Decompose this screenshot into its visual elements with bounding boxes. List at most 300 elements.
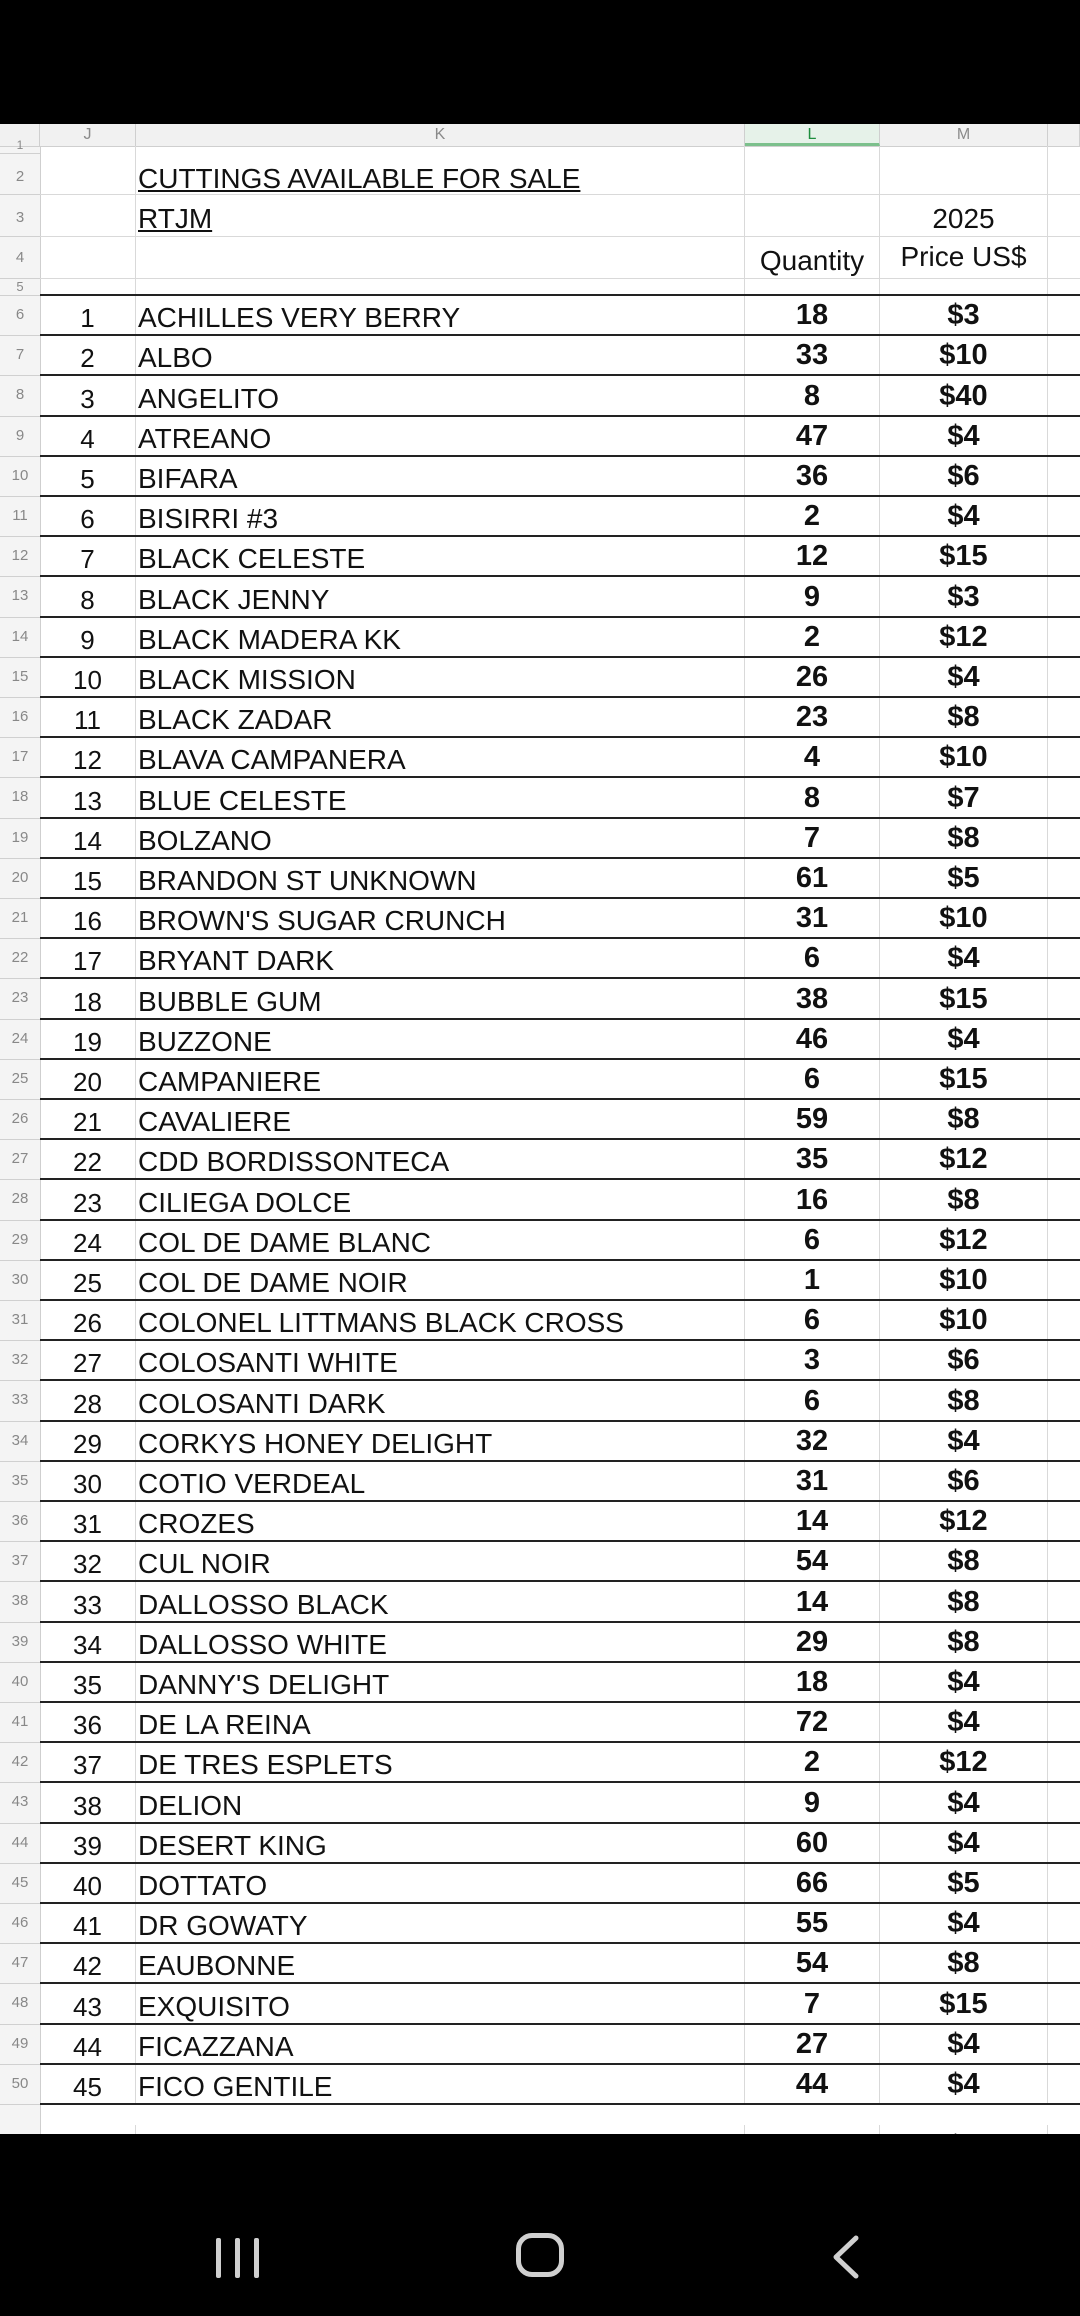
row-number[interactable]: 7 [15, 346, 25, 364]
cell-name[interactable] [136, 1020, 745, 1060]
cell-quantity[interactable] [745, 1020, 880, 1060]
table-row[interactable] [0, 1462, 1080, 1502]
cell-index[interactable] [40, 658, 136, 698]
cell-quantity[interactable] [745, 1502, 880, 1542]
cell-price[interactable] [880, 457, 1048, 497]
cell-index[interactable] [40, 1904, 136, 1944]
cell-name[interactable] [136, 577, 745, 617]
cell-name[interactable] [136, 819, 745, 859]
cell-quantity[interactable] [745, 417, 880, 457]
cell-name[interactable] [136, 618, 745, 658]
row-number[interactable]: 20 [11, 868, 29, 886]
row-number[interactable]: 36 [11, 1512, 29, 1529]
column-header-k[interactable]: K [136, 124, 745, 146]
title-row[interactable] [0, 154, 1080, 195]
cell-price[interactable] [880, 296, 1048, 336]
cell-name[interactable] [136, 1824, 745, 1864]
cell-price[interactable] [880, 1864, 1048, 1904]
cell-index[interactable] [40, 738, 136, 778]
cell-index[interactable] [40, 1341, 136, 1381]
table-row[interactable] [0, 658, 1080, 698]
row-number[interactable]: 42 [11, 1753, 29, 1771]
cell-quantity[interactable] [745, 738, 880, 778]
table-row[interactable] [0, 1904, 1080, 1944]
cell-name[interactable] [136, 537, 745, 577]
cell-name[interactable] [136, 376, 745, 416]
cell-name[interactable] [136, 1904, 745, 1944]
cell-name[interactable] [136, 1984, 745, 2024]
cell-index[interactable] [40, 1623, 136, 1663]
row-number[interactable]: 40 [11, 1672, 29, 1690]
cell-index[interactable] [40, 2065, 136, 2105]
cell-name[interactable] [136, 658, 745, 698]
cell-price[interactable] [880, 1462, 1048, 1502]
table-row[interactable] [0, 2065, 1080, 2105]
row-number[interactable]: 46 [11, 1914, 29, 1931]
row-number[interactable]: 30 [11, 1270, 29, 1288]
cell-price[interactable] [880, 1060, 1048, 1100]
cell-price[interactable] [880, 417, 1048, 457]
row-number[interactable]: 43 [11, 1793, 29, 1811]
table-row[interactable] [0, 698, 1080, 738]
cell-index[interactable] [40, 1542, 136, 1582]
cell-name[interactable] [136, 1542, 745, 1582]
row-number[interactable]: 1 [16, 138, 24, 152]
cell-quantity[interactable] [745, 979, 880, 1019]
cell-quantity[interactable] [745, 296, 880, 336]
row-number[interactable]: 27 [11, 1150, 29, 1168]
table-row[interactable] [0, 1221, 1080, 1261]
table-row[interactable] [0, 577, 1080, 617]
cell-index[interactable] [40, 1944, 136, 1984]
header-row[interactable] [0, 237, 1080, 279]
cell-quantity[interactable] [745, 1221, 880, 1261]
table-row[interactable] [0, 336, 1080, 376]
cell-name[interactable] [136, 1944, 745, 1984]
table-row[interactable] [0, 1060, 1080, 1100]
quantity-header[interactable]: Quantity [759, 245, 865, 276]
cell-price[interactable] [880, 1824, 1048, 1864]
cell-price[interactable] [880, 939, 1048, 979]
cell-index[interactable] [40, 1864, 136, 1904]
table-row[interactable] [0, 778, 1080, 818]
cell-name[interactable] [136, 336, 745, 376]
cell-price[interactable] [880, 1984, 1048, 2024]
cell-name[interactable] [136, 2065, 745, 2105]
cell-index[interactable] [40, 1381, 136, 1421]
cell-name[interactable] [136, 1623, 745, 1663]
cell-name[interactable] [136, 1703, 745, 1743]
table-row[interactable] [0, 1623, 1080, 1663]
cell-quantity[interactable] [745, 939, 880, 979]
subtitle-row[interactable] [0, 195, 1080, 237]
cell-index[interactable] [40, 1984, 136, 2024]
cell-price[interactable] [880, 1020, 1048, 1060]
cell-price[interactable] [880, 2065, 1048, 2105]
cell-price[interactable] [880, 1743, 1048, 1783]
cell-name[interactable] [136, 1180, 745, 1220]
cell-quantity[interactable] [745, 899, 880, 939]
cell-price[interactable] [880, 1944, 1048, 1984]
row-number[interactable]: 2 [15, 168, 25, 185]
row-number[interactable]: 41 [11, 1713, 29, 1730]
cell-name[interactable] [136, 1502, 745, 1542]
table-row[interactable] [0, 1944, 1080, 1984]
cell-price[interactable] [880, 1301, 1048, 1341]
cell-name[interactable] [136, 1864, 745, 1904]
cell-name[interactable] [136, 1100, 745, 1140]
price-header[interactable]: Price US$ [900, 241, 1027, 272]
row-number[interactable]: 8 [15, 386, 25, 404]
row-number[interactable]: 37 [11, 1552, 29, 1570]
table-row[interactable] [0, 819, 1080, 859]
table-row[interactable] [0, 1020, 1080, 1060]
cell-index[interactable] [40, 1422, 136, 1462]
row-number[interactable]: 10 [11, 466, 29, 484]
cell-name[interactable] [136, 778, 745, 818]
row-number[interactable]: 26 [11, 1110, 29, 1127]
cell-index[interactable] [40, 778, 136, 818]
table-row[interactable] [0, 1783, 1080, 1823]
cell-name[interactable] [136, 1301, 745, 1341]
cell-price[interactable] [880, 1180, 1048, 1220]
table-row[interactable] [0, 979, 1080, 1019]
row-number[interactable]: 35 [11, 1471, 29, 1489]
cell-index[interactable] [40, 698, 136, 738]
cell-name[interactable] [136, 698, 745, 738]
row-number[interactable]: 38 [11, 1592, 29, 1610]
table-row[interactable] [0, 457, 1080, 497]
cell-quantity[interactable] [745, 1984, 880, 2024]
cell-index[interactable] [40, 376, 136, 416]
cell-index[interactable] [40, 1502, 136, 1542]
row-number[interactable]: 48 [11, 1994, 29, 2012]
cell-name[interactable] [136, 296, 745, 336]
cell-price[interactable] [880, 1663, 1048, 1703]
cell-index[interactable] [40, 1462, 136, 1502]
cell-price[interactable] [880, 1582, 1048, 1622]
cell-index[interactable] [40, 899, 136, 939]
cell-name[interactable] [136, 899, 745, 939]
cell-price[interactable] [880, 1341, 1048, 1381]
cell-name[interactable] [136, 1140, 745, 1180]
cell-quantity[interactable] [745, 1180, 880, 1220]
table-row[interactable] [0, 738, 1080, 778]
row-number[interactable]: 33 [11, 1391, 29, 1409]
cell-index[interactable] [40, 457, 136, 497]
table-row[interactable] [0, 1422, 1080, 1462]
cell-quantity[interactable] [745, 457, 880, 497]
cell-quantity[interactable] [745, 1100, 880, 1140]
cell-name[interactable] [136, 1462, 745, 1502]
cell-name[interactable] [136, 939, 745, 979]
row-number[interactable]: 16 [11, 708, 29, 725]
table-row[interactable] [0, 1984, 1080, 2024]
cell-quantity[interactable] [745, 1824, 880, 1864]
item-price: $5 [947, 1866, 980, 1899]
cell-name[interactable] [136, 1060, 745, 1100]
cell-index[interactable] [40, 336, 136, 376]
row-number[interactable]: 28 [11, 1190, 29, 1208]
cell-price[interactable] [880, 336, 1048, 376]
cell-quantity[interactable] [745, 1864, 880, 1904]
item-quantity: 14 [795, 1505, 829, 1538]
row-number[interactable]: 15 [11, 667, 29, 685]
table-row[interactable] [0, 1180, 1080, 1220]
cell-index[interactable] [40, 1140, 136, 1180]
row-number[interactable]: 22 [11, 949, 29, 967]
cell-price[interactable] [880, 1381, 1048, 1421]
cell-index[interactable] [40, 417, 136, 457]
cell-index[interactable] [40, 859, 136, 899]
spacer-row[interactable] [0, 279, 1080, 296]
table-row[interactable] [0, 2025, 1080, 2065]
cell-index[interactable] [40, 1663, 136, 1703]
cell-price[interactable] [880, 1623, 1048, 1663]
column-header-l[interactable]: L [745, 124, 880, 146]
item-price: $8 [947, 1384, 980, 1417]
row-number[interactable]: 12 [11, 547, 29, 565]
cell-quantity[interactable] [745, 577, 880, 617]
cell-index[interactable] [40, 1221, 136, 1261]
cell-quantity[interactable] [745, 1301, 880, 1341]
cell-index[interactable] [40, 1743, 136, 1783]
cell-name[interactable] [136, 1783, 745, 1823]
cell-index[interactable] [40, 1020, 136, 1060]
row-number[interactable]: 19 [11, 828, 29, 846]
cell-index[interactable] [40, 1783, 136, 1823]
cell-name[interactable] [136, 859, 745, 899]
cell-name[interactable] [136, 497, 745, 537]
home-icon[interactable] [516, 2233, 564, 2277]
row-number[interactable]: 23 [11, 989, 29, 1007]
cell-index[interactable] [40, 1703, 136, 1743]
item-quantity: 54 [795, 1947, 829, 1980]
row-number[interactable]: 13 [11, 587, 29, 605]
cell-quantity[interactable] [745, 1341, 880, 1381]
cell-index[interactable] [40, 618, 136, 658]
cell-price[interactable] [880, 1261, 1048, 1301]
cell-quantity[interactable] [745, 376, 880, 416]
row-number[interactable]: 14 [11, 627, 29, 645]
table-row[interactable] [0, 1824, 1080, 1864]
cell-price[interactable] [880, 537, 1048, 577]
column-header-j[interactable]: J [40, 124, 136, 146]
cell-name[interactable] [136, 1221, 745, 1261]
cell-quantity[interactable] [745, 497, 880, 537]
table-row[interactable] [0, 497, 1080, 537]
row-number[interactable]: 39 [11, 1632, 29, 1650]
cell-quantity[interactable] [745, 336, 880, 376]
row-number[interactable]: 32 [11, 1351, 29, 1369]
cell-price[interactable] [880, 376, 1048, 416]
cell-quantity[interactable] [745, 1462, 880, 1502]
cell-name[interactable] [136, 457, 745, 497]
cell-price[interactable] [880, 2025, 1048, 2065]
table-row[interactable] [0, 1864, 1080, 1904]
cell-index[interactable] [40, 296, 136, 336]
cell-quantity[interactable] [745, 1060, 880, 1100]
table-row[interactable] [0, 376, 1080, 416]
table-row[interactable] [0, 939, 1080, 979]
cell-quantity[interactable] [745, 618, 880, 658]
cell-index[interactable] [40, 1261, 136, 1301]
cell-name[interactable] [136, 1582, 745, 1622]
row-number[interactable]: 4 [15, 249, 25, 266]
cell-quantity[interactable] [745, 698, 880, 738]
cell-quantity[interactable] [745, 1623, 880, 1663]
sheet-row[interactable] [0, 138, 1080, 154]
cell-name[interactable] [136, 1341, 745, 1381]
cell-name[interactable] [136, 1381, 745, 1421]
cell-price[interactable] [880, 1904, 1048, 1944]
cell-index[interactable] [40, 1180, 136, 1220]
table-row[interactable] [0, 1261, 1080, 1301]
item-quantity: 46 [795, 1022, 829, 1055]
row-number[interactable]: 25 [11, 1069, 29, 1087]
row-number[interactable]: 29 [11, 1230, 29, 1248]
cell-quantity[interactable] [745, 1422, 880, 1462]
table-row[interactable] [0, 417, 1080, 457]
cell-index[interactable] [40, 819, 136, 859]
cell-quantity[interactable] [745, 1663, 880, 1703]
cell-price[interactable] [880, 1502, 1048, 1542]
cell-index[interactable] [40, 1582, 136, 1622]
table-row[interactable] [0, 537, 1080, 577]
table-row[interactable] [0, 1140, 1080, 1180]
cell-price[interactable] [880, 618, 1048, 658]
table-row[interactable] [0, 1381, 1080, 1421]
cell-price[interactable] [880, 497, 1048, 537]
row-number[interactable]: 47 [11, 1954, 29, 1972]
cell-index[interactable] [40, 2025, 136, 2065]
cell-price[interactable] [880, 698, 1048, 738]
cell-name[interactable] [136, 2025, 745, 2065]
cell-quantity[interactable] [745, 1783, 880, 1823]
cell-index[interactable] [40, 939, 136, 979]
table-row[interactable] [0, 1582, 1080, 1622]
row-number[interactable]: 3 [15, 209, 25, 226]
table-row[interactable] [0, 1301, 1080, 1341]
cell-name[interactable] [136, 1743, 745, 1783]
cell-quantity[interactable] [745, 1261, 880, 1301]
cell-price[interactable] [880, 1221, 1048, 1261]
cell-quantity[interactable] [745, 658, 880, 698]
item-quantity: 12 [795, 540, 829, 573]
cell-quantity[interactable] [745, 2065, 880, 2105]
table-row[interactable] [0, 1663, 1080, 1703]
cell-quantity[interactable] [745, 1582, 880, 1622]
row-number[interactable]: 50 [11, 2074, 29, 2092]
recent-apps-icon[interactable] [216, 2238, 260, 2278]
cell-price[interactable] [880, 819, 1048, 859]
year-label[interactable]: 2025 [932, 203, 995, 234]
cell-quantity[interactable] [745, 1904, 880, 1944]
cell-quantity[interactable] [745, 1703, 880, 1743]
cell-index[interactable] [40, 497, 136, 537]
cell-price[interactable] [880, 1422, 1048, 1462]
row-number[interactable]: 21 [11, 909, 29, 926]
cell-price[interactable] [880, 577, 1048, 617]
cell-price[interactable] [880, 979, 1048, 1019]
column-header-m[interactable]: M [880, 124, 1048, 146]
table-row[interactable] [0, 899, 1080, 939]
row-number[interactable]: 18 [11, 788, 29, 806]
cell-quantity[interactable] [745, 1944, 880, 1984]
table-row[interactable] [0, 618, 1080, 658]
table-row[interactable] [0, 1542, 1080, 1582]
row-number[interactable]: 44 [11, 1833, 29, 1851]
table-row[interactable] [0, 1100, 1080, 1140]
table-row[interactable] [0, 859, 1080, 899]
cell-name[interactable] [136, 1422, 745, 1462]
cell-index[interactable] [40, 1100, 136, 1140]
cell-price[interactable] [880, 1140, 1048, 1180]
cell-price[interactable] [880, 1703, 1048, 1743]
row-number[interactable]: 31 [11, 1311, 29, 1328]
cell-quantity[interactable] [745, 859, 880, 899]
row-number[interactable]: 24 [11, 1029, 29, 1047]
back-icon[interactable] [826, 2234, 866, 2280]
cell-name[interactable] [136, 738, 745, 778]
row-number[interactable]: 45 [11, 1873, 29, 1891]
cell-quantity[interactable] [745, 537, 880, 577]
cell-price[interactable] [880, 658, 1048, 698]
table-row[interactable] [0, 1341, 1080, 1381]
sheet-subtitle[interactable]: RTJM [138, 203, 213, 234]
cell-price[interactable] [880, 738, 1048, 778]
cell-quantity[interactable] [745, 1381, 880, 1421]
row-number[interactable]: 17 [11, 748, 29, 766]
cell-index[interactable] [40, 1060, 136, 1100]
sheet-title[interactable]: CUTTINGS AVAILABLE FOR SALE [138, 163, 581, 194]
column-header-n[interactable] [1048, 124, 1080, 146]
row-number[interactable]: 6 [15, 306, 25, 323]
cell-price[interactable] [880, 1542, 1048, 1582]
cell-price[interactable] [880, 778, 1048, 818]
row-number[interactable]: 49 [11, 2034, 29, 2052]
cell-index[interactable] [40, 1824, 136, 1864]
cell-quantity[interactable] [745, 1743, 880, 1783]
table-row[interactable] [0, 296, 1080, 336]
cell-name[interactable] [136, 417, 745, 457]
cell-price[interactable] [880, 1100, 1048, 1140]
cell-index[interactable] [40, 577, 136, 617]
cell-index[interactable] [40, 979, 136, 1019]
row-number[interactable]: 11 [12, 507, 28, 524]
cell-name[interactable] [136, 979, 745, 1019]
cell-name[interactable] [136, 1663, 745, 1703]
table-row[interactable] [0, 1502, 1080, 1542]
table-row[interactable] [0, 1743, 1080, 1783]
cell-quantity[interactable] [745, 1542, 880, 1582]
spreadsheet-view[interactable] [0, 124, 1080, 2134]
cell-index[interactable] [40, 537, 136, 577]
cell-quantity[interactable] [745, 1140, 880, 1180]
row-number[interactable]: 5 [16, 279, 24, 294]
cell-price[interactable] [880, 859, 1048, 899]
row-number[interactable]: 34 [11, 1431, 29, 1449]
table-row[interactable] [0, 1703, 1080, 1743]
cell-index[interactable] [40, 1301, 136, 1341]
cell-price[interactable] [880, 1783, 1048, 1823]
cell-quantity[interactable] [745, 2025, 880, 2065]
cell-name[interactable] [136, 1261, 745, 1301]
cell-quantity[interactable] [745, 819, 880, 859]
row-number[interactable]: 9 [15, 426, 25, 444]
cell-price[interactable] [880, 899, 1048, 939]
cell-quantity[interactable] [745, 778, 880, 818]
